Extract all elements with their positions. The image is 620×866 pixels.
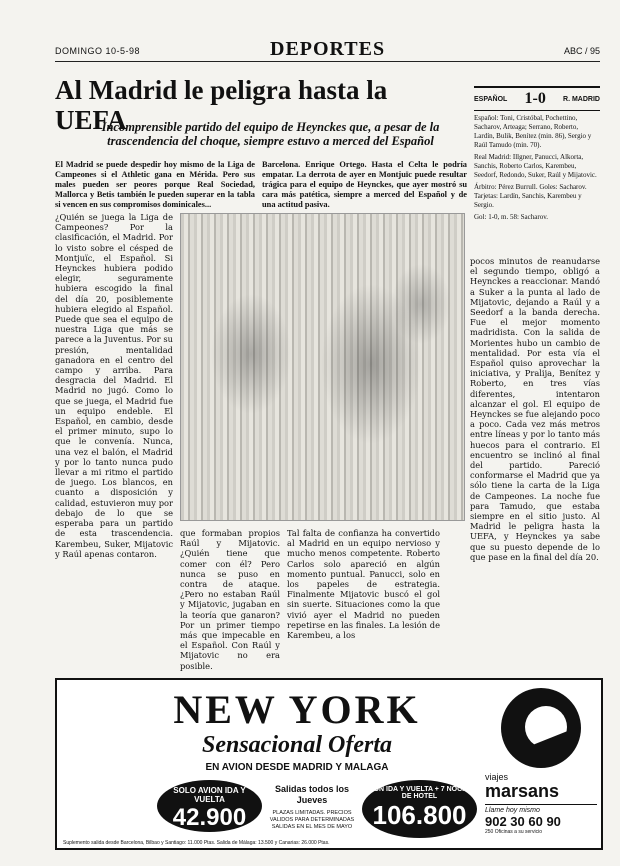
lead-paragraph-right: Barcelona. Enrique Ortego. Hasta el Celta le podría empatar. La derrota de ayer en Montjuïc puede resultar trágica para el equipo de Heynckes, que ayer mostró su cara más patética, siempre a merced del Español y de una actitud pasiva. xyxy=(262,160,467,209)
lineup-away: Real Madrid: Illgner, Panucci, Alkorta, Sanchis, Roberto Carlos, Karembeu, Seedorf, Redondo, Suker, Raúl y Mijatovic. xyxy=(474,153,597,179)
article-column-2: que formaban propios Raúl y Mijatovic. ¿Quién tiene que comer con él? Pero nunca se puso en contra de ataque. ¿Pero no estaban Raúl y Mijatovic, jugaban en la teoría que ganaron? Por un primer tiempo más que impecable en el Español. Con Raúl y Mijatovic no era posible. xyxy=(180,528,280,671)
agency-offices: 250 Oficinas a su servicio xyxy=(485,829,542,835)
page-number: ABC / 95 xyxy=(563,46,600,56)
flight-price-badge xyxy=(157,780,262,832)
subheadline: Incomprensible partido del equipo de Heynckes que, a pesar de la trascendencia del choque, siempre estuvo a merced del Español xyxy=(101,120,440,148)
lineup-home: Español: Toni, Cristóbal, Pochettino, Sacharov, Arteaga; Serrano, Roberto, Lardín, Bulik, Benítez (min. 86), Sergio y Raúl Tamudo (min. 70). xyxy=(474,114,592,149)
ad-footnote: Suplemento salida desde Barcelona, Bilbao y Santiago: 11.000 Ptas. Salida de Málaga: 13.500 y Canarias: 26.000 Ptas. xyxy=(63,840,330,846)
page-header xyxy=(55,38,600,62)
agency-prefix: viajes xyxy=(485,772,509,782)
ad-title: NEW YORK xyxy=(173,687,421,732)
score-header xyxy=(474,86,600,111)
final-score: 1-0 xyxy=(524,90,546,107)
section-title: DEPORTES xyxy=(270,38,386,60)
ad-departures: Salidas todos los Jueves xyxy=(274,784,350,805)
away-team: R. MADRID xyxy=(563,95,600,103)
agency-block xyxy=(485,688,597,844)
goal-info: Gol: 1-0, m. 58: Sacharov. xyxy=(474,213,549,221)
flight-price: 42.900 xyxy=(172,804,247,831)
page-date: DOMINGO 10-5-98 xyxy=(55,46,141,56)
agency-call-text: Llame hoy mismo xyxy=(485,804,597,814)
agency-phone: 902 30 60 90 xyxy=(485,814,561,829)
package-price-badge xyxy=(362,780,477,838)
match-scorebox xyxy=(474,86,600,262)
package-price: 106.800 xyxy=(372,800,467,830)
home-team: ESPAÑOL xyxy=(474,95,508,103)
lead-paragraph-left: El Madrid se puede despedir hoy mismo de la Liga de Campeones si el Athletic gana en Mérida. Pero sus males pueden ser peores porque Real Sociedad, Mallorca y Betis también le pueden superar en la tabla si vencen en sus compromisos dominicales... xyxy=(55,160,255,209)
ad-offer: Sensacional Oferta xyxy=(201,732,392,758)
agency-logo-icon xyxy=(501,688,581,768)
headline: Al Madrid le peligra hasta la UEFA xyxy=(55,75,388,135)
flight-price-label: SOLO AVION IDA Y VUELTA xyxy=(173,786,246,804)
agency-name: marsans xyxy=(485,781,560,801)
travel-advertisement xyxy=(55,678,603,850)
article-column-3: Tal falta de confianza ha convertido al Madrid en un equipo nervioso y mucho menos competente. Roberto Carlos solo apareció en algún momento puntual. Panucci, solo en los papeles de estrategia. Finalmente Mijatovic buscó el gol sin suerte. Situaciones como la que vivió ayer el Madrid no pueden repetirse en las finales. La lesión de Karembeu, a los xyxy=(287,528,440,641)
ad-route: EN AVION DESDE MADRID Y MALAGA xyxy=(205,762,389,773)
match-photo xyxy=(180,213,465,521)
article-column-4: pocos minutos de reanudarse el segundo tiempo, obligó a Heynckes a reaccionar. Mandó a Suker a la punta al lado de Mijatovic, dejando a Raúl y a Seedorf a la banda derecha. Fue el mejor momento madridista. Con la salida de Morientes hubo un cambio de mentalidad. Por esta vía el Español quiso aprovechar la iniciativa, y Pralija, Benítez y Roberto, en tres vías diferentes, intentaron alcanzar el gol. El equipo de Heynckes se fue alejando poco a poco. Cada vez más metros entre líneas y por lo tanto más huecos para el contrario. El encuentro se inclinó al final del partido. Pareció conformarse el Madrid que ya sólo tiene la carta de la Liga de Campeones. La noche fue para Tamudo, que estaba siempre en el sitio justo. Al Madrid le peligra hasta la UEFA, y Heynckes ya sabe que su puesto depende de lo que pase en la final del día 20. xyxy=(470,256,600,562)
article-column-1: ¿Quién se juega la Liga de Campeones? Por la clasificación, el Madrid. Por lo visto sobre el césped de Montjuïc, el Español. Si Heynckes hubiera podido elegir, seguramente hubiera escogido la final del día 20, posiblemente hubiera elegido al Español. Puede que sea el equipo de nuestra Liga que más se parece a la Juventus. Por su presión, mentalidad ganadora en el centro del campo y arriba. Para desgracia del Madrid. El Madrid no jugó. Como lo que se juega, el Madrid fue un equipo endeble. El Español, en cambio, desde el primer minuto, supo lo que le convenía. Nunca, una vez el balón, el Madrid y por lo tanto nunca pudo llevar a mi ritmo el partido de juego. Los blancos, en cuanto a disposición y calidad, estuvieron muy por debajo de lo que se esperaba para un partido de esta trascendencia. Karembeu, Suker, Mijatovic y Raúl apenas contaron. xyxy=(55,212,173,559)
package-price-label: AVION IDA Y VUELTA + 7 NOCHES DE HOTEL xyxy=(362,786,477,800)
referee-cards: Árbitro: Pérez Burrull. Goles: Sacharov. Tarjetas: Lardín, Sanchis, Karembeu y Sergio. xyxy=(474,183,587,209)
ad-conditions: PLAZAS LIMITADAS. PRECIOS VALIDOS PARA DETERMINADAS SALIDAS EN EL MES DE MAYO xyxy=(269,810,355,830)
